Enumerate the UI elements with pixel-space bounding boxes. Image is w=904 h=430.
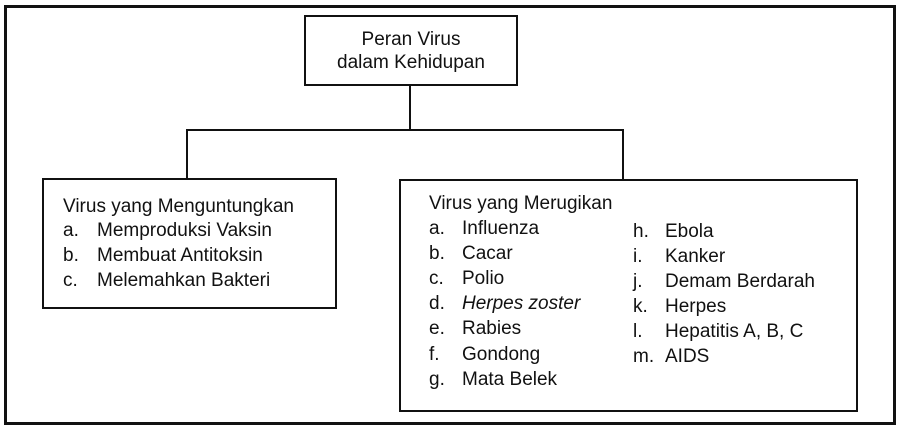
harmful-item-text: Hepatitis A, B, C: [665, 321, 804, 342]
connector-left-down: [186, 129, 188, 179]
beneficial-title: Virus yang Menguntungkan: [63, 196, 294, 217]
harmful-virus-node: [399, 179, 858, 412]
harmful-item-letter: l.: [633, 321, 643, 342]
harmful-item-letter: a.: [429, 218, 445, 239]
root-title-line2: dalam Kehidupan: [337, 51, 485, 73]
harmful-item-letter: b.: [429, 243, 445, 264]
connector-root-down: [409, 86, 411, 130]
beneficial-item-letter: a.: [63, 220, 79, 241]
beneficial-item-text: Memproduksi Vaksin: [97, 220, 272, 241]
harmful-item-text: Cacar: [462, 243, 513, 264]
harmful-item-letter: c.: [429, 268, 444, 289]
root-title-line1: Peran Virus: [361, 28, 461, 50]
harmful-item-letter: i.: [633, 246, 643, 267]
connector-right-down: [622, 129, 624, 180]
harmful-item-letter: h.: [633, 221, 649, 242]
beneficial-virus-node: [42, 178, 337, 309]
harmful-item-text: AIDS: [665, 346, 710, 367]
root-node: [304, 15, 518, 86]
harmful-item-text: Demam Berdarah: [665, 271, 815, 292]
harmful-item-letter: e.: [429, 318, 445, 339]
harmful-item-text: Mata Belek: [462, 369, 558, 390]
harmful-item-letter: j.: [633, 271, 643, 292]
beneficial-item-letter: c.: [63, 270, 78, 291]
beneficial-item-text: Melemahkan Bakteri: [97, 270, 271, 291]
harmful-item-text: Gondong: [462, 344, 541, 365]
harmful-item-letter: m.: [633, 346, 655, 367]
harmful-item-text: Ebola: [665, 221, 714, 242]
connector-horizontal: [186, 129, 624, 131]
harmful-item-text: Polio: [462, 268, 505, 289]
beneficial-item-text: Membuat Antitoksin: [97, 245, 263, 266]
beneficial-item-letter: b.: [63, 245, 79, 266]
harmful-item-text: Kanker: [665, 246, 726, 267]
harmful-item-text: Rabies: [462, 318, 522, 339]
harmful-item-letter: d.: [429, 293, 445, 314]
harmful-item-text: Herpes: [665, 296, 727, 317]
harmful-item-text: Influenza: [462, 218, 540, 239]
harmful-item-letter: f.: [429, 344, 440, 365]
harmful-item-text: Herpes zoster: [462, 293, 581, 314]
harmful-title: Virus yang Merugikan: [429, 193, 613, 214]
harmful-item-letter: g.: [429, 369, 445, 390]
harmful-item-letter: k.: [633, 296, 648, 317]
